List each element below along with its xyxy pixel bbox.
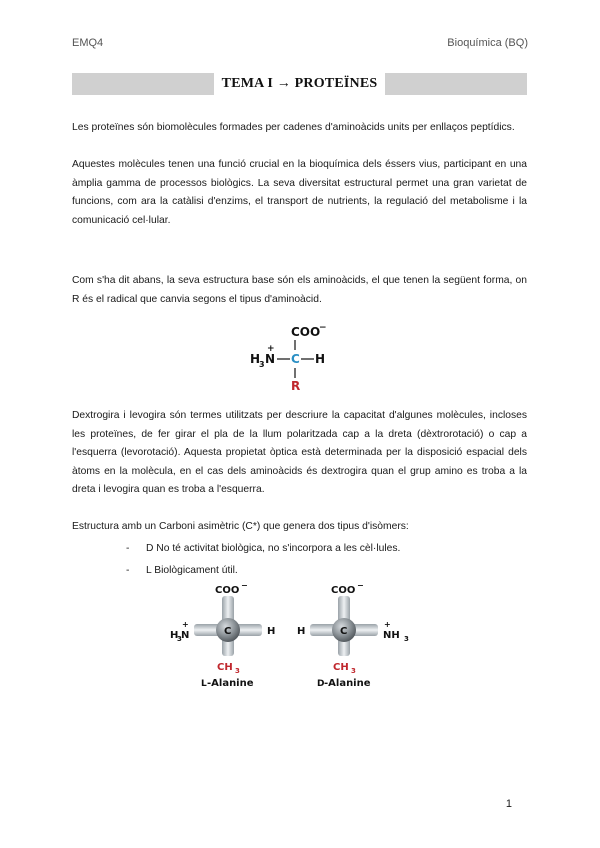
bullet-l-text: L Biològicament útil. <box>146 565 238 576</box>
bullet-dash: - <box>126 543 130 554</box>
l-amino-n: N <box>181 630 190 641</box>
radical-label: R <box>291 379 301 393</box>
bullet-dash: - <box>126 565 130 576</box>
paragraph-functions: Aquestes molècules tenen una funció crucial en la bioquímica dels éssers vius, participant en una àmplia gamma de processos biològics. La seva diversitat estructural permet una gran varietat de funcions, com ara la catàlisi d'enzims, el transport de nutrients, la regulació del metabolisme i la comunicació cel·lular. <box>72 159 527 226</box>
paragraph-asymmetric-carbon: Estructura amb un Carboni asimètric (C*) que genera dos tipus d'isòmers: <box>72 521 409 532</box>
header-course-code: EMQ4 <box>72 37 104 49</box>
page-title: TEMA I → PROTEÏNES <box>214 73 386 95</box>
amino-h-label: H <box>250 352 261 366</box>
d-prefix: D <box>317 679 325 689</box>
page-number: 1 <box>505 798 512 810</box>
carboxyl-group-label: COO <box>291 325 321 339</box>
alpha-carbon-label: C <box>291 352 300 366</box>
amino-n-label: N <box>265 352 276 366</box>
d-amino-subscript: 3 <box>404 635 409 643</box>
paragraph-definition: Les proteïnes són biomolècules formades per cadenes d'aminoàcids units per enllaços peptídics. <box>72 122 515 133</box>
paragraph-structure: Com s'ha dit abans, la seva estructura base són els aminoàcids, el que tenen la següent forma, on R és el radical que canvia segons el tipus d'aminoàcid. <box>72 275 527 305</box>
l-carboxyl-label: COO <box>215 585 240 596</box>
d-alanine-model <box>297 581 409 689</box>
d-hydrogen: H <box>297 626 306 637</box>
l-alanine-name: -Alanine <box>207 678 254 689</box>
amino-h-subscript: 3 <box>259 360 265 369</box>
l-amino-charge: + <box>182 620 189 629</box>
l-amino-h: H <box>170 630 179 641</box>
d-methyl-label: CH <box>333 662 349 673</box>
d-carbon-label: C <box>340 626 348 637</box>
l-methyl-label: CH <box>217 662 233 673</box>
l-amino-subscript: 3 <box>177 635 182 643</box>
d-amino-charge: + <box>384 620 391 629</box>
alanine-enantiomers-diagram <box>160 580 420 692</box>
carboxyl-charge: − <box>319 323 327 333</box>
paragraph-chirality: Dextrogira i levogira són termes utilitzats per descriure la capacitat d'algunes molècules, incloses les proteïnes, de fer girar el pla de la llum polaritzada cap a la dreta (dèxtrorotació) o cap a l'esquerra (levorotació). Aquesta propietat òptica està determinada per la disposició espacial dels àtoms en la molècula, en el cas dels aminoàcids és dextrogira quan el grup amino es troba a la dreta i levogira quan es troba a l'esquerra. <box>72 410 527 496</box>
d-carboxyl-label: COO <box>331 585 356 596</box>
header-subject: Bioquímica (BQ) <box>447 37 528 49</box>
bullet-d-text: D No té activitat biològica, no s'incorpora a les cèl·lules. <box>146 543 401 554</box>
l-carbon-label: C <box>224 626 232 637</box>
d-amino-nh: NH <box>383 630 400 641</box>
hydrogen-label: H <box>315 352 326 366</box>
title-band <box>72 73 527 95</box>
l-alanine-model <box>170 581 275 689</box>
d-carboxyl-charge: − <box>357 581 364 590</box>
l-methyl-subscript: 3 <box>235 667 240 675</box>
bullet-l-isomer <box>126 562 238 580</box>
l-hydrogen: H <box>267 626 276 637</box>
amino-charge: + <box>267 344 275 354</box>
d-alanine-name: -Alanine <box>324 678 371 689</box>
l-carboxyl-charge: − <box>241 581 248 590</box>
bullet-d-isomer <box>126 540 400 558</box>
amino-acid-structure-diagram <box>240 318 350 398</box>
d-methyl-subscript: 3 <box>351 667 356 675</box>
l-prefix: L <box>201 679 207 689</box>
